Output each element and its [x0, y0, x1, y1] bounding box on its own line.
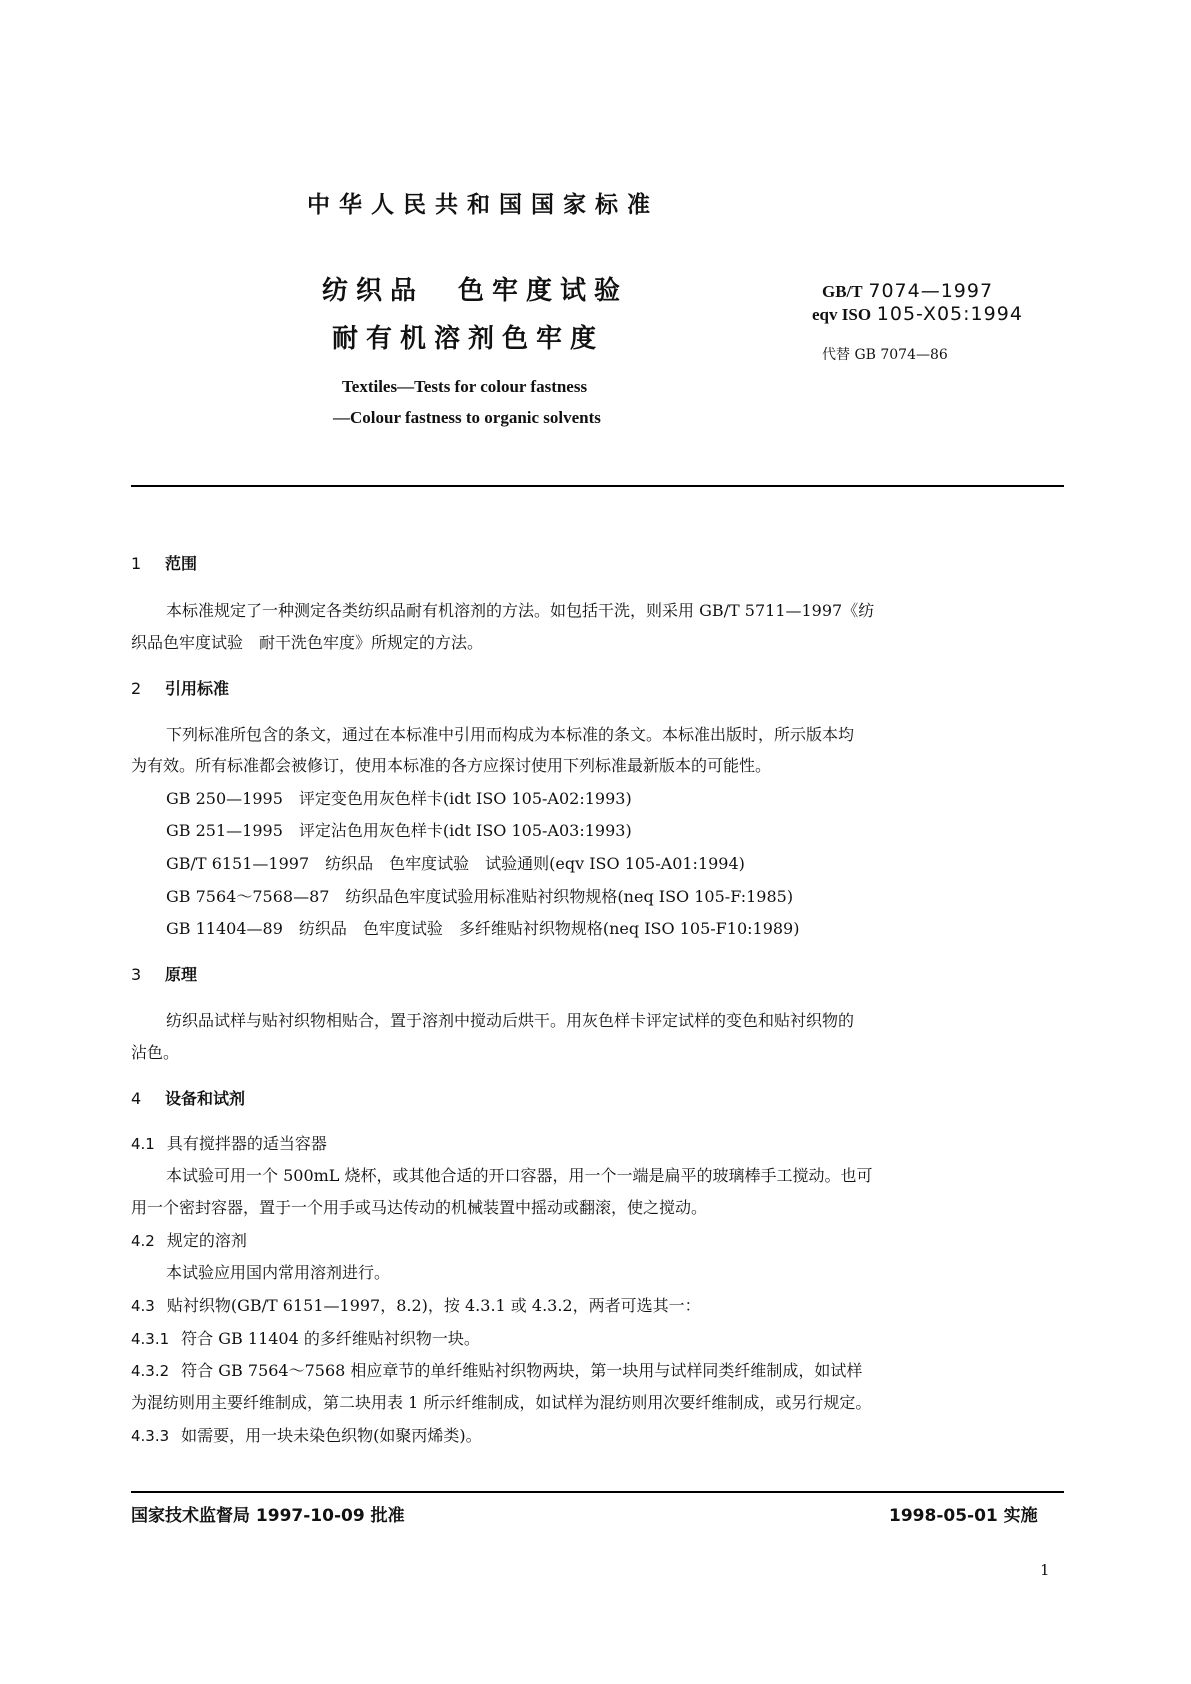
clause-text: 符合 GB 11404 的多纤维贴衬织物一块。 [181, 1329, 480, 1348]
clause-title: 具有搅拌器的适当容器 [166, 1134, 327, 1153]
english-title-line-2: —Colour fastness to organic solvents [333, 408, 601, 427]
clause-title: 规定的溶剂 [166, 1231, 247, 1250]
clause-4-3-3 [131, 1423, 482, 1446]
section-number: 3 [131, 965, 142, 984]
clause-4-2-text: 本试验应用国内常用溶剂进行。 [166, 1263, 391, 1282]
clause-text: 贴衬织物(GB/T 6151—1997，8.2)，按 4.3.1 或 4.3.2，两者可选其一： [166, 1296, 701, 1315]
standard-code [822, 280, 993, 302]
clause-4-3-2 [131, 1358, 862, 1381]
section-title: 引用标准 [165, 679, 230, 698]
standard-code-label: GB/T [822, 282, 863, 301]
section-title: 范围 [165, 554, 198, 573]
reference-item: GB 250—1995 评定变色用灰色样卡(idt ISO 105-A02:1993) [166, 789, 632, 808]
replaces-note: 代替 GB 7074—86 [822, 347, 948, 363]
approval-date: 国家技术监督局 1997-10-09 批准 [131, 1506, 405, 1526]
clause-number: 4.3.3 [131, 1427, 170, 1445]
equivalent-code [812, 303, 1023, 325]
section-3-heading [131, 962, 197, 985]
section-number: 4 [131, 1089, 142, 1108]
header-divider [131, 485, 1064, 487]
reference-item: GB 7564～7568—87 纺织品色牢度试验用标准贴衬织物规格(neq ISO 105-F:1985) [166, 887, 794, 906]
section-number: 2 [131, 679, 142, 698]
reference-item: GB 11404—89 纺织品 色牢度试验 多纤维贴衬织物规格(neq ISO 105-F10:1989) [166, 919, 800, 938]
national-standard-heading: 中华人民共和国国家标准 [307, 192, 659, 218]
clause-number: 4.1 [131, 1135, 155, 1153]
section-3-text-line-1: 纺织品试样与贴衬织物相贴合，置于溶剂中搅动后烘干。用灰色样卡评定试样的变色和贴衬织物的 [166, 1011, 855, 1030]
english-title-line-1: Textiles—Tests for colour fastness [342, 377, 588, 396]
section-title: 设备和试剂 [165, 1089, 246, 1108]
effective-date: 1998-05-01 实施 [889, 1506, 1038, 1526]
clause-number: 4.3 [131, 1297, 155, 1315]
clause-4-1-text-line-1: 本试验可用一个 500mL 烧杯，或其他合适的开口容器，用一个一端是扁平的玻璃棒手工搅动。也可 [166, 1166, 873, 1185]
clause-4-1-heading [131, 1131, 327, 1154]
footer-divider [131, 1491, 1064, 1493]
title-line-1: 纺织品 色牢度试验 [322, 276, 629, 306]
section-number: 1 [131, 554, 142, 573]
section-title: 原理 [165, 965, 198, 984]
section-1-text-line-2: 织品色牢度试验 耐干洗色牢度》所规定的方法。 [131, 633, 484, 652]
section-2-text-line-1: 下列标准所包含的条文，通过在本标准中引用而构成为本标准的条文。本标准出版时，所示版本均 [166, 725, 855, 744]
section-1-heading [131, 551, 197, 574]
title-line-2: 耐有机溶剂色牢度 [332, 324, 605, 354]
equivalent-code-label: eqv ISO [812, 305, 872, 324]
reference-item: GB/T 6151—1997 纺织品 色牢度试验 试验通则(eqv ISO 105-A01:1994) [166, 854, 745, 873]
reference-item: GB 251—1995 评定沾色用灰色样卡(idt ISO 105-A03:1993) [166, 821, 632, 840]
equivalent-code-number: 105-X05:1994 [876, 303, 1023, 325]
clause-number: 4.3.2 [131, 1362, 170, 1380]
page-number: 1 [1040, 1561, 1050, 1579]
clause-4-3 [131, 1293, 701, 1316]
clause-text: 符合 GB 7564～7568 相应章节的单纤维贴衬织物两块，第一块用与试样同类纤维制成，如试样 [181, 1361, 863, 1380]
section-2-heading [131, 676, 229, 699]
clause-text: 如需要，用一块未染色织物(如聚丙烯类)。 [181, 1426, 482, 1445]
clause-number: 4.2 [131, 1232, 155, 1250]
section-1-text-line-1: 本标准规定了一种测定各类纺织品耐有机溶剂的方法。如包括干洗，则采用 GB/T 5711—1997《纺 [166, 601, 875, 620]
clause-4-2-heading [131, 1228, 247, 1251]
standard-code-number: 7074—1997 [868, 280, 994, 302]
clause-4-3-2-text-line-2: 为混纺则用主要纤维制成，第二块用表 1 所示纤维制成，如试样为混纺则用次要纤维制成，或另行规定。 [131, 1393, 872, 1412]
section-4-heading [131, 1086, 245, 1109]
clause-number: 4.3.1 [131, 1330, 170, 1348]
section-2-text-line-2: 为有效。所有标准都会被修订，使用本标准的各方应探讨使用下列标准最新版本的可能性。 [131, 756, 772, 775]
section-3-text-line-2: 沾色。 [131, 1043, 180, 1062]
clause-4-3-1 [131, 1326, 480, 1349]
clause-4-1-text-line-2: 用一个密封容器，置于一个用手或马达传动的机械装置中摇动或翻滚，使之搅动。 [131, 1198, 708, 1217]
